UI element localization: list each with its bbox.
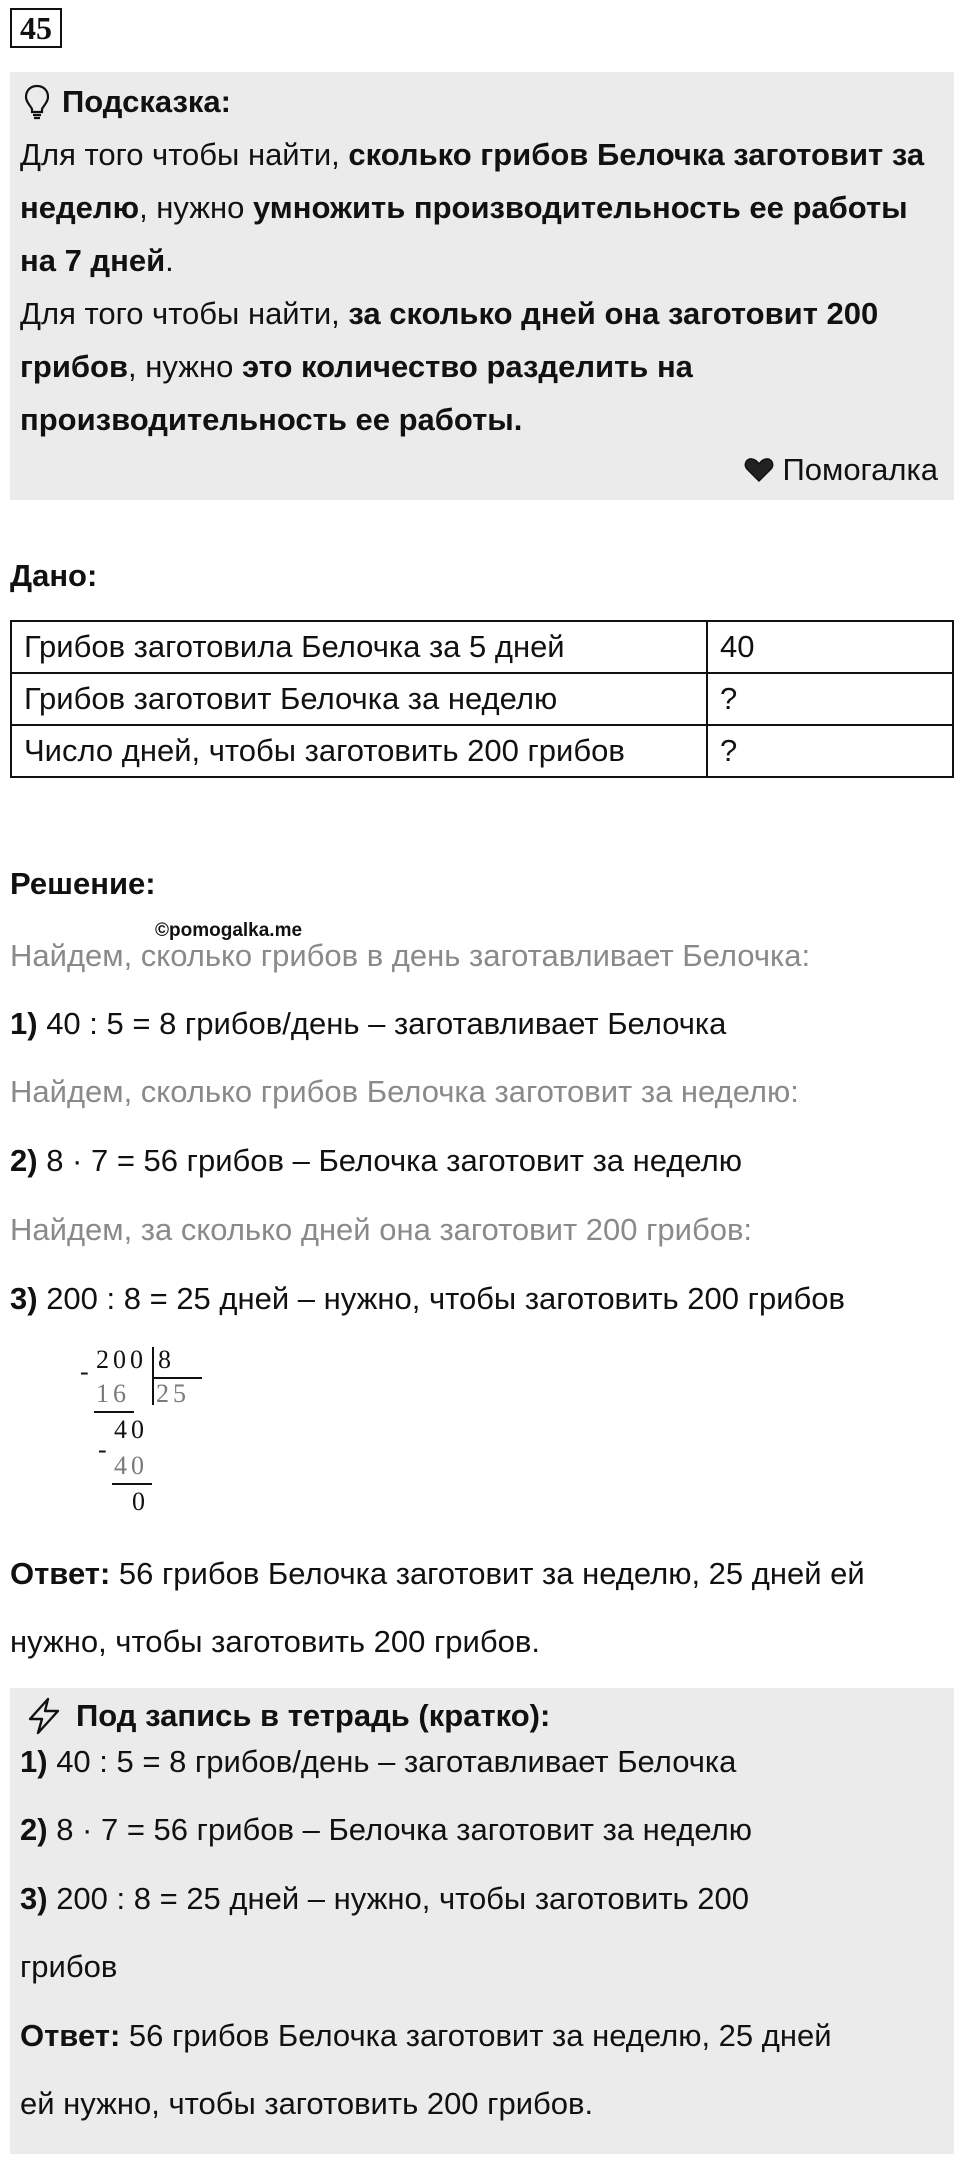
division-subtrahend-1: 16 <box>96 1379 130 1408</box>
heart-icon <box>744 457 774 483</box>
answer-label: Ответ: <box>20 2018 121 2053</box>
step-text: 40 : 5 = 8 грибов/день – заготавливает Белочка <box>37 1006 727 1041</box>
hint-p1-text: Для того чтобы найти, <box>20 137 349 172</box>
given-value: ? <box>707 725 953 777</box>
given-table <box>10 620 954 778</box>
hint-p1-text-3: . <box>165 243 174 278</box>
lightbulb-icon <box>24 84 50 120</box>
given-title: Дано: <box>10 558 98 593</box>
division-underline-2 <box>112 1483 152 1485</box>
division-subtrahend-2: 40 <box>114 1451 148 1480</box>
hint-paragraph-2 <box>20 287 945 446</box>
watermark: ©pomogalka.me <box>155 920 303 941</box>
lightning-icon <box>24 1697 64 1735</box>
notes-header <box>24 1694 550 1738</box>
task-number: 45 <box>10 8 62 48</box>
hint-p2-bold: за сколько дней она заготовит 200 грибов <box>20 296 879 384</box>
table-row <box>11 621 953 673</box>
notes-step-3 <box>20 1877 749 1921</box>
solution-step-3 <box>10 1277 845 1321</box>
given-label: Грибов заготовит Белочка за неделю <box>11 673 707 725</box>
notes-step-2 <box>20 1808 752 1852</box>
table-row <box>11 673 953 725</box>
notes-step-1 <box>20 1740 736 1784</box>
hint-title: Подсказка: <box>62 84 231 119</box>
step-number: 1) <box>20 1744 48 1779</box>
notes-title: Под запись в тетрадь (кратко): <box>76 1698 551 1733</box>
step-text: 200 : 8 = 25 дней – нужно, чтобы заготовить 200 грибов <box>37 1281 845 1316</box>
step-number: 2) <box>10 1143 38 1178</box>
hint-p1-text-2: , нужно <box>139 190 253 225</box>
answer-text: 56 грибов Белочка заготовит за неделю, 25 дней ей <box>110 1556 865 1591</box>
solution-title: Решение: <box>10 866 156 901</box>
step-number: 3) <box>20 1881 48 1916</box>
hint-p2-bold-2: это количество разделить на производительность ее работы. <box>20 349 693 437</box>
division-vertical-line <box>152 1347 154 1405</box>
hint-header <box>24 80 231 124</box>
division-underline-1 <box>94 1411 134 1413</box>
hint-text <box>20 128 945 446</box>
notes-answer-1 <box>20 2014 832 2058</box>
notes-answer-2: ей нужно, чтобы заготовить 200 грибов. <box>20 2086 594 2121</box>
step-text: 8 · 7 = 56 грибов – Белочка заготовит за неделю <box>47 1812 752 1847</box>
hint-p1-bold: сколько грибов Белочка заготовит за неделю <box>20 137 925 225</box>
given-label: Число дней, чтобы заготовить 200 грибов <box>11 725 707 777</box>
given-value: 40 <box>707 621 953 673</box>
step-number: 2) <box>20 1812 48 1847</box>
long-division <box>80 1345 210 1535</box>
division-minus-sign: - <box>80 1357 93 1386</box>
step-number: 3) <box>10 1281 38 1316</box>
notes-step-3-cont: грибов <box>20 1949 118 1984</box>
solution-intro-1: Найдем, сколько грибов в день заготавливает Белочка: <box>10 938 811 973</box>
hint-paragraph-1 <box>20 128 945 287</box>
hint-p2-text: Для того чтобы найти, <box>20 296 349 331</box>
answer-line-1 <box>10 1552 865 1596</box>
notes-box <box>10 1688 954 2154</box>
division-remainder-2: 0 <box>132 1487 149 1516</box>
division-divisor: 8 <box>158 1345 175 1374</box>
division-quotient: 25 <box>156 1379 190 1408</box>
step-text: 8 · 7 = 56 грибов – Белочка заготовит за неделю <box>37 1143 742 1178</box>
hint-box <box>10 72 954 500</box>
brand-label: Помогалка <box>782 452 938 487</box>
answer-line-2: нужно, чтобы заготовить 200 грибов. <box>10 1624 540 1659</box>
solution-step-1 <box>10 1002 726 1046</box>
given-value: ? <box>707 673 953 725</box>
step-number: 1) <box>10 1006 38 1041</box>
step-text: 40 : 5 = 8 грибов/день – заготавливает Белочка <box>47 1744 737 1779</box>
table-row <box>11 725 953 777</box>
hint-p2-text-2: , нужно <box>128 349 242 384</box>
step-text: 200 : 8 = 25 дней – нужно, чтобы заготовить 200 <box>47 1881 750 1916</box>
brand-link[interactable] <box>744 448 938 492</box>
given-label: Грибов заготовила Белочка за 5 дней <box>11 621 707 673</box>
division-minus-sign-2: - <box>98 1435 111 1464</box>
solution-intro-2: Найдем, сколько грибов Белочка заготовит за неделю: <box>10 1074 799 1109</box>
solution-step-2 <box>10 1139 742 1183</box>
answer-label: Ответ: <box>10 1556 111 1591</box>
answer-text: 56 грибов Белочка заготовит за неделю, 25 дней <box>120 2018 832 2053</box>
hint-p1-bold-2: умножить производительность ее работы на 7 дней <box>20 190 908 278</box>
division-remainder-1: 40 <box>114 1415 148 1444</box>
division-dividend: 200 <box>96 1345 147 1374</box>
solution-intro-3: Найдем, за сколько дней она заготовит 200 грибов: <box>10 1212 753 1247</box>
